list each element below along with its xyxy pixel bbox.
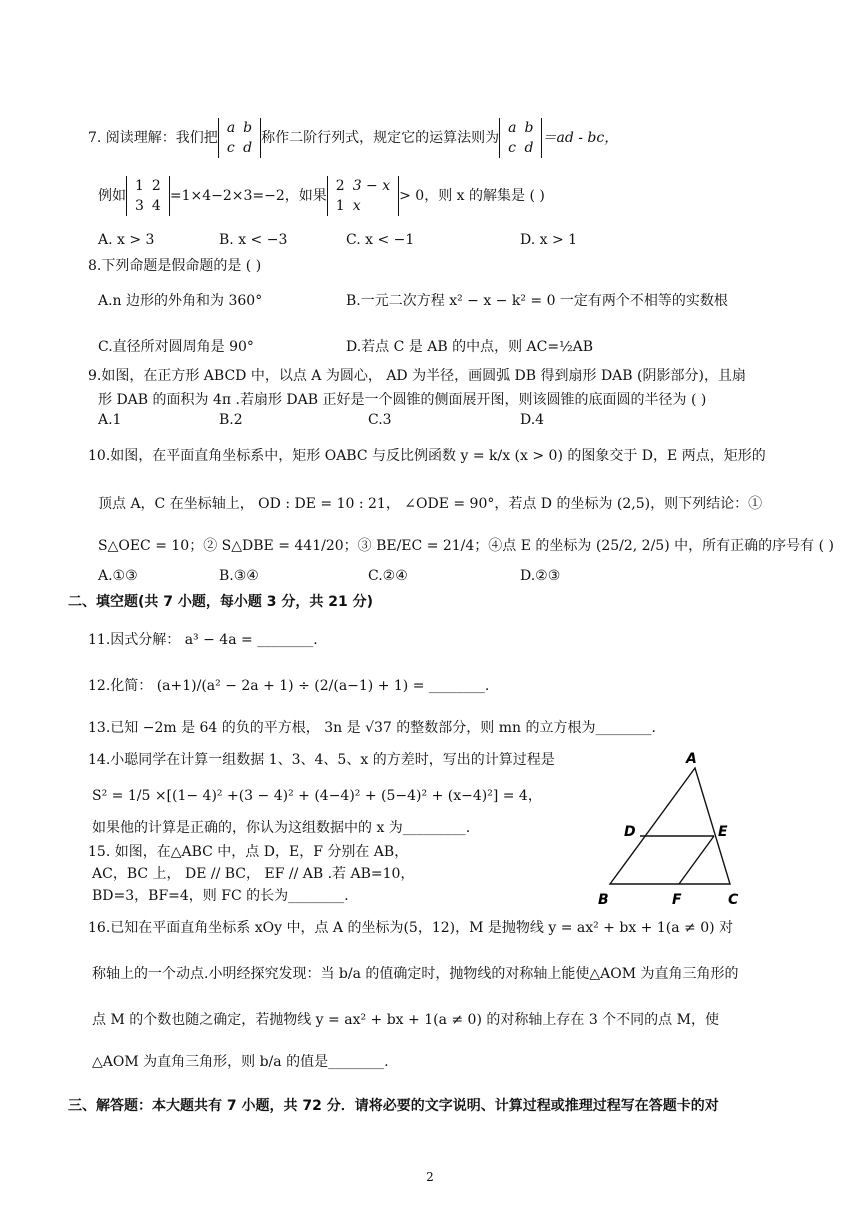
ex-22: 4 [151,198,161,214]
q7-line1 [88,118,618,158]
q16-line4: △AOM 为直角三角形，则 b/a 的值是________. [92,1054,389,1070]
q10-option-a: A.①③ [98,568,138,584]
q12: 12.化简： (a+1)/(a² − 2a + 1) ÷ (2/(a−1) + 1) = ________. [88,678,490,694]
det-b: b [243,120,253,136]
section-3-heading: 三、解答题：本大题共有 7 小题，共 72 分．请将必要的文字说明、计算过程或推理过程写在答题卡的对 [68,1098,719,1114]
q7-example-eq: =1×4−2×3=−2，如果 [169,188,327,204]
q14-line2: S² = 1/5 ×[(1− 4)² +(3 − 4)² + (4−4)² + (5−4)² + (x−4)²] = 4， [92,788,542,804]
q16-line2: 称轴上的一个动点.小明经探究发现：当 b/a 的值确定时，抛物线的对称轴上能使△AOM 为直角三角形的 [92,966,739,982]
determinant-abcd [218,118,261,158]
q10-option-d: D.②③ [520,568,561,584]
q10-line1: 10.如图，在平面直角坐标系中，矩形 OABC 与反比例函数 y = k/x (x > 0) 的图象交于 D，E 两点，矩形的 [88,448,766,464]
label-a: A [686,751,697,767]
ex-12: 2 [151,178,161,194]
det2-d: d [524,140,534,156]
q7-example-label: 例如 [98,188,126,204]
q8-option-b: B.一元二次方程 x² − x − k² = 0 一定有两个不相等的实数根 [346,293,728,309]
q9-option-a: A.1 [98,412,122,428]
q7-text-a: 7. 阅读理解：我们把 [88,130,218,146]
label-d: D [624,824,636,840]
q10-option-b: B.③④ [219,568,259,584]
label-c: C [728,892,739,908]
q10-line2: 顶点 A，C 在坐标轴上， OD : DE = 10 : 21， ∠ODE = 90°，若点 D 的坐标为 (2,5)，则下列结论：① [98,496,763,512]
q8-stem: 8.下列命题是假命题的是 ( ) [88,258,262,274]
label-b: B [598,892,609,908]
q9-option-b: B.2 [219,412,243,428]
ex-21: 3 [135,198,144,214]
q9-line1: 9.如图，在正方形 ABCD 中，以点 A 为圆心， AD 为半径，画圆弧 DB 得到扇形 DAB (阴影部分)，且扇 [88,368,746,384]
label-e: E [718,824,728,840]
q15-line2: AC，BC 上， DE // BC， EF // AB .若 AB=10， [92,866,415,882]
q14-line3: 如果他的计算是正确的，你认为这组数据中的 x 为_________. [92,820,471,836]
q15-line1: 15. 如图，在△ABC 中，点 D，E，F 分别在 AB， [88,844,409,860]
cond-11: 2 [335,178,345,194]
q9-option-d: D.4 [520,412,545,428]
q7-option-a: A. x > 3 [98,232,155,248]
q13: 13.已知 −2m 是 64 的负的平方根， 3n 是 √37 的整数部分，则 mn 的立方根为________. [88,720,656,736]
det2-a: a [508,120,517,136]
det-a: a [226,120,236,136]
q7-text-b: 称作二阶行列式，规定它的运算法则为 [261,130,500,146]
page-number: 2 [426,1170,434,1184]
q7-text-c: ＝ad - bc， [542,130,619,146]
q14-line1: 14.小聪同学在计算一组数据 1、3、4、5、x 的方差时，写出的计算过程是 [88,752,555,768]
ex-11: 1 [135,178,144,194]
det-c: c [226,140,235,156]
q8-option-a: A.n 边形的外角和为 360° [98,293,263,309]
cond-12: 3 − x [352,178,391,194]
determinant-condition [327,176,399,216]
q16-line1: 16.已知在平面直角坐标系 xOy 中，点 A 的坐标为(5，12)，M 是抛物线 y = ax² + bx + 1(a ≠ 0) 对 [88,920,734,936]
q16-line3: 点 M 的个数也随之确定，若抛物线 y = ax² + bx + 1(a ≠ 0) 的对称轴上存在 3 个不同的点 M，使 [92,1012,719,1028]
q9-line2: 形 DAB 的面积为 4π .若扇形 DAB 正好是一个圆锥的侧面展开图，则该圆锥的底面圆的半径为 ( ) [98,392,707,408]
q10-option-c: C.②④ [368,568,408,584]
det2-b: b [524,120,534,136]
q7-option-d: D. x > 1 [520,232,578,248]
triangle-figure [590,748,750,908]
q8-option-d: D.若点 C 是 AB 的中点，则 AC=½AB [346,339,594,355]
determinant-example [126,176,170,216]
section-2-heading: 二、填空题(共 7 小题，每小题 3 分，共 21 分) [68,594,374,610]
q15-line3: BD=3，BF=4，则 FC 的长为________. [92,888,349,904]
q7-line2 [98,176,545,216]
determinant-abcd-2 [499,118,542,158]
segment-ef [679,836,714,884]
q7-option-b: B. x < −3 [219,232,288,248]
det-d: d [243,140,253,156]
q9-option-c: C.3 [368,412,392,428]
cond-22: x [352,198,361,214]
q7-option-c: C. x < −1 [346,232,415,248]
label-f: F [672,892,682,908]
q10-line3: S△OEC = 10；② S△DBE = 441/20；③ BE/EC = 21/4；④点 E 的坐标为 (25/2, 2/5) 中，所有正确的序号有 ( ) [98,538,834,554]
cond-21: 1 [335,198,345,214]
q7-condition-text: > 0，则 x 的解集是 ( ) [399,188,545,204]
q8-option-c: C.直径所对圆周角是 90° [98,339,254,355]
det2-c: c [508,140,516,156]
q11: 11.因式分解： a³ − 4a = ________. [88,632,318,648]
